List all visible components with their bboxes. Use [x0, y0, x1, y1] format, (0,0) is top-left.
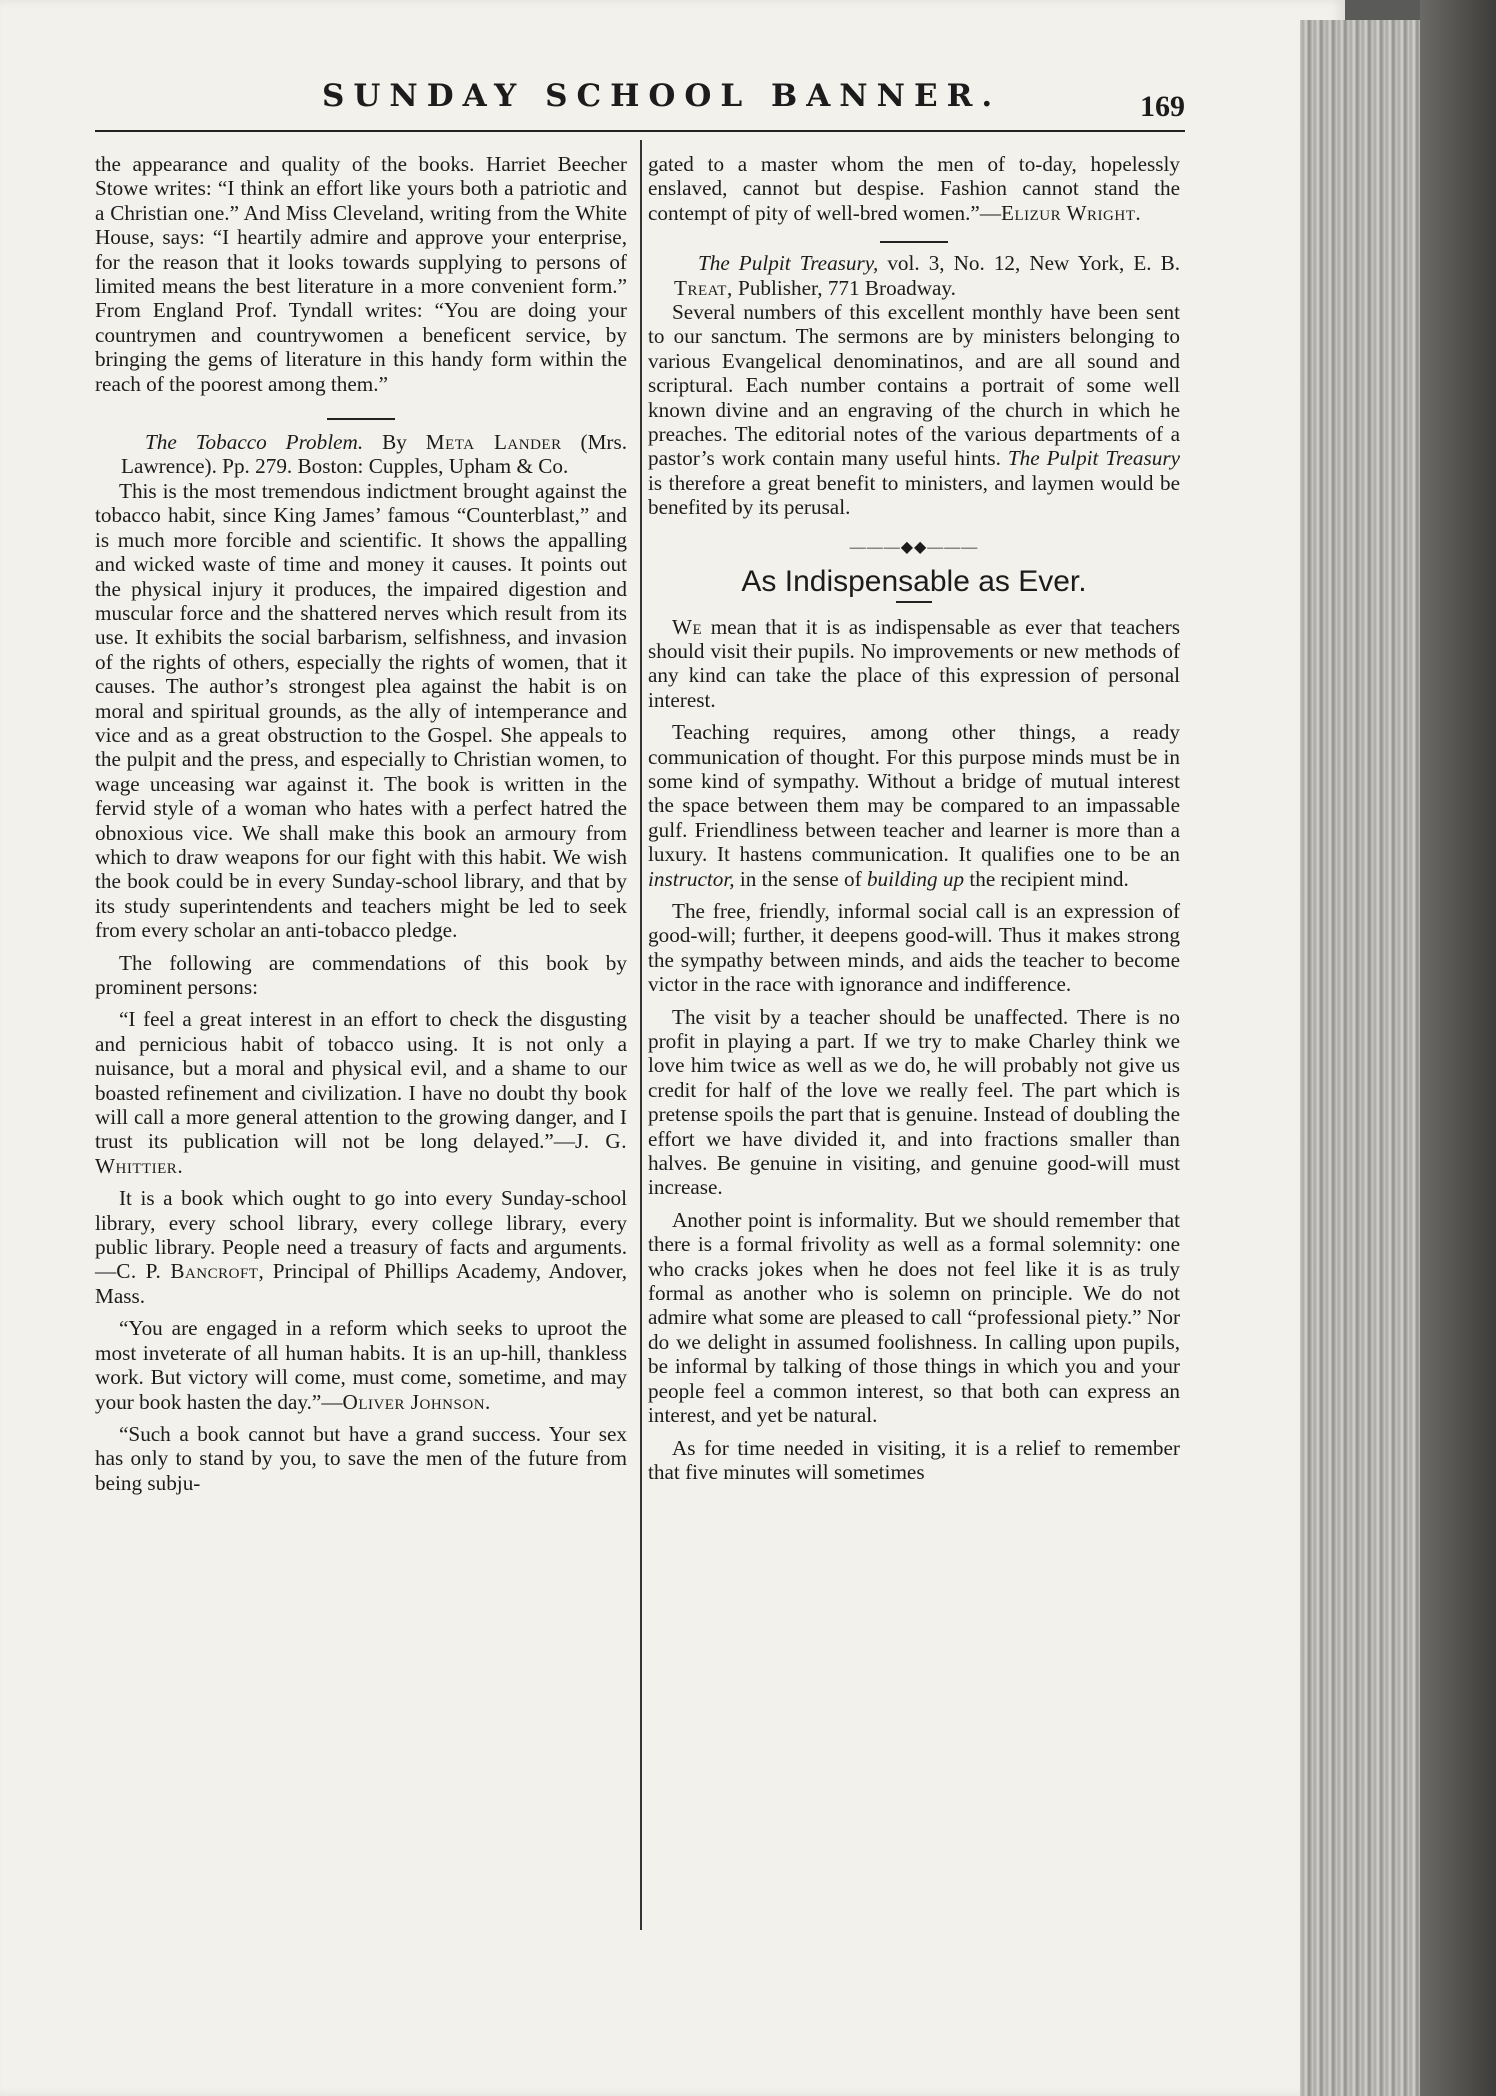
separator-rule — [327, 418, 395, 420]
paragraph: The following are commendations of this book by prominent persons: — [95, 950, 627, 999]
heading-rule — [896, 601, 932, 603]
citation-author: Meta Lander — [425, 430, 562, 455]
page-number: 169 — [1140, 90, 1185, 123]
quotation — [95, 1316, 627, 1414]
drop-word: We — [672, 614, 703, 639]
paragraph-text: the recipient mind. — [969, 866, 1129, 891]
quotation-text: It is a book which ought to go into every Sunday-school library, every school library, every college library, every public library. People need a treasury of facts and arguments. — — [95, 1186, 627, 1284]
book-citation — [648, 251, 1180, 300]
paragraph-text: mean that it is as indispensable as ever that teachers should visit their pupils. No improvements or new methods of any kind can take the place of this expression of personal interest. — [648, 614, 1180, 712]
paragraph — [648, 720, 1180, 891]
quotation — [95, 1007, 627, 1178]
quotation-text: “I feel a great interest in an effort to check the disgusting and pernicious habit of tobacco using. It is not only a nuisance, but a moral and physical evil, and a shame to our boasted refinement and civilization. I have no doubt thy book will call a more general attention to the growing danger, and I trust its publication will not be long delayed.”— — [95, 1007, 627, 1154]
quotation-attribution: C. P. Bancroft, — [116, 1259, 265, 1284]
ornament-divider: ———◆◆——— — [849, 538, 979, 556]
quotation: “Such a book cannot but have a grand success. Your sex has only to stand by you, to save the men of the future from being subju- — [95, 1421, 627, 1495]
quotation-continued — [648, 152, 1180, 225]
periodical-title: The Pulpit Treasury — [1007, 446, 1180, 471]
quotation-text: gated to a master whom the men of to-day, hopelessly enslaved, cannot but despise. Fashion cannot stand the contempt of pity of well-bred women.”— — [648, 152, 1180, 225]
citation-details: vol. 3, No. 12, New York, E. B. — [887, 251, 1181, 276]
book-citation — [95, 430, 627, 479]
column-divider — [640, 140, 642, 1930]
paragraph: Another point is informality. But we should remember that there is a formal frivolity as well as a formal solemnity: one who cracks jokes when he does not feel like it is as truly formal as another who is solemn on principle. We do not admire what some are pleased to call “professional piety.” Nor do we delight in assumed foolishness. In calling upon pupils, be informal by talking of those things in which you and your people feel a common interest, so that both can express an interest, and yet be natural. — [648, 1207, 1180, 1428]
paragraph-text: Teaching requires, among other things, a ready communication of thought. For this purpose minds must be in some kind of sympathy. Without a bridge of mutual interest the space between them may be compared to an impassable gulf. Friendliness between teacher and learner is more than a luxury. It hastens communication. It qualifies one to be an — [648, 720, 1180, 867]
quotation-text: “You are engaged in a reform which seeks to uproot the most inveterate of all human habits. It is an up-hill, thankless work. But victory will come, must come, sometime, and may your book hasten the day.”— — [95, 1316, 627, 1414]
quotation-attribution: Oliver Johnson. — [342, 1389, 491, 1414]
paragraph: The free, friendly, informal social call is an expression of good-will; further, it deepens good-will. Thus it makes strong the sympathy between minds, and aids the teacher to become victor in the race with ignorance and indifference. — [648, 898, 1180, 997]
paragraph: The visit by a teacher should be unaffected. There is no profit in playing a part. If we try to make Charley think we love him twice as well as we do, he will probably not give us credit for half of the love we really feel. The part which is pretense spoils the part that is genuine. Instead of doubling the effort we have divided it, and into fractions smaller than halves. Be genuine in visiting, and genuine good-will must increase. — [648, 1004, 1180, 1200]
left-column — [95, 152, 627, 1495]
citation-by: By — [382, 430, 407, 455]
citation-title: The Tobacco Problem. — [145, 430, 364, 455]
citation-address: Publisher, 771 Broadway. — [738, 275, 956, 300]
running-title: SUNDAY SCHOOL BANNER. — [322, 78, 1002, 114]
separator-rule — [880, 241, 948, 243]
quotation-affiliation: Principal of Phillips Academy, Andover, Mass. — [95, 1259, 627, 1308]
citation-title: The Pulpit Treasury, — [698, 251, 879, 276]
italic-word: instructor, — [648, 866, 735, 891]
citation-details: (Mrs. Lawrence). Pp. 279. Boston: Cupples, Upham & Co. — [121, 430, 628, 479]
citation-publisher: Treat, — [674, 275, 733, 300]
paragraph — [648, 300, 1180, 520]
paragraph — [648, 615, 1180, 713]
paragraph: This is the most tremendous indictment brought against the tobacco habit, since King James’ famous “Counterblast,” and is much more forcible and scientific. It shows the appalling and wicked waste of time and money it causes. It points out the physical injury it produces, the impaired digestion and muscular force and the shattered nerves which result from its use. It exhibits the social barbarism, selfishness, and invasion of the rights of others, especially the rights of women, that it causes. The author’s strongest plea against the habit is on moral and spiritual grounds, as the ally of intemperance and vice and as a great obstruction to the Gospel. She appeals to the pulpit and the press, and especially to Christian women, to wage unceasing war against it. The book is written in the fervid style of a woman who hates with a perfect hatred the obnoxious vice. We shall make this book an armoury from which to draw weapons for our fight with this habit. We wish the book could be in every Sunday-school library, and that by its study superintendents and teachers might be led to seek from every scholar an anti-tobacco pledge. — [95, 478, 627, 943]
paragraph: the appearance and quality of the books. Harriet Beecher Stowe writes: “I think an effort like yours both a patriotic and a Christian one.” And Miss Cleveland, writing from the White House, says: “I heartily admire and approve your enterprise, for the reason that it looks towards supplying to persons of limited means the best literature in a more convenient form.” From England Prof. Tyndall writes: “You are doing your countrymen and countrywomen a beneficent service, by bringing the gems of literature in this handy form within the reach of the poorest among them.” — [95, 152, 627, 396]
paragraph: As for time needed in visiting, it is a relief to remember that five minutes will sometimes — [648, 1435, 1180, 1484]
header-rule — [95, 130, 1185, 132]
section-title: As Indispensable as Ever. — [741, 565, 1087, 599]
right-column — [648, 152, 1180, 1484]
quotation-attribution: J. G. Whittier. — [95, 1129, 627, 1178]
paragraph-text: in the sense of — [739, 866, 862, 891]
quotation-attribution: Elizur Wright. — [1001, 200, 1142, 225]
italic-word: building up — [866, 866, 965, 891]
paragraph-text: Several numbers of this excellent monthly have been sent to our sanctum. The sermons are by ministers belonging to various Evangelical denominatinos, and are all sound and scriptural. Each number contains a portrait of some well known divine and an engraving of the church in which he preaches. The editorial notes of the various departments of a pastor’s work contain many useful hints. — [648, 300, 1180, 471]
paragraph-text: is therefore a great benefit to ministers, and laymen would be benefited by its perusal. — [648, 470, 1180, 520]
book-spine-shadow — [1420, 0, 1496, 2096]
quotation — [95, 1186, 627, 1308]
